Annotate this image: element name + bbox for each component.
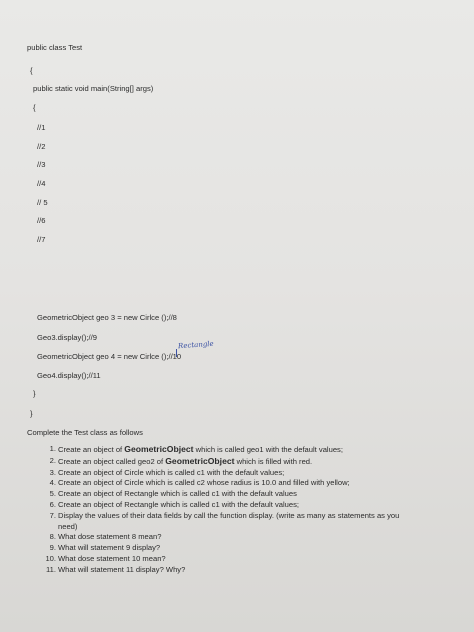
class-declaration: public class Test [27,43,83,52]
class-open-brace: { [30,66,33,75]
instructions-heading: Complete the Test class as follows [27,428,143,437]
list-item: 1. Create an object of GeometricObject which is called geo1 with the default values; [49,444,343,454]
comment-line: //2 [37,142,46,151]
list-item: 4. Create an object of Circle which is called c2 whose radius is 10.0 and filled with yellow; [49,478,350,488]
list-item: 3. Create an object of Circle which is called c1 with the default values; [49,467,285,477]
class-close-brace: } [30,409,33,418]
comment-line: // 5 [37,198,48,207]
list-item: 9. What will statement 9 display? [49,543,161,553]
statement-11: Geo4.display();//11 [37,371,101,380]
list-item: 8. What dose statement 8 mean? [49,532,162,542]
main-close-brace: } [33,389,36,398]
statement-9: Geo3.display();//9 [37,333,97,342]
list-item: 6. Create an object of Rectangle which is called c1 with the default values; [49,499,300,509]
list-item: 10. What dose statement 10 mean? [45,553,166,563]
list-item: 11. What will statement 11 display? Why? [46,564,186,574]
instruction-list [43,444,423,576]
comment-line: //6 [37,216,46,225]
list-item: 5. Create an object of Rectangle which is called c1 with the default values [49,489,297,499]
main-declaration: public static void main(String[] args) [33,84,154,93]
handwritten-annotation: Rectangle [177,339,214,351]
comment-line: //1 [37,123,46,132]
comment-line: //4 [37,179,46,188]
statement-10: GeometricObject geo 4 = new Cirlce ();//10 [37,352,182,361]
list-item: 7. Display the values of their data fields by call the function display. (write as many as statements as you need) [49,510,400,531]
comment-line: //3 [37,160,46,169]
statement-8: GeometricObject geo 3 = new Cirlce ();//8 [37,313,177,322]
main-open-brace: { [33,103,36,112]
list-item: 2. Create an object called geo2 of GeometricObject which is filled with red. [49,455,313,466]
comment-line: //7 [37,235,46,244]
